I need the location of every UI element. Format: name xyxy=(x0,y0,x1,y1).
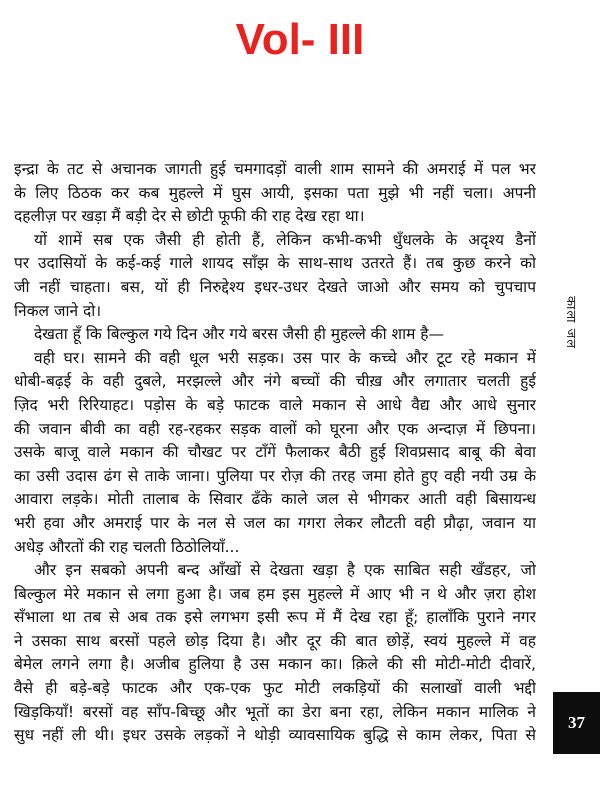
text-line: पर उदासियों के कई-कई गाले शायद साँझ के साथ-साथ उतरते हैं। तब कुछ करने को xyxy=(14,254,536,273)
text-line: अधेड़ औरतों की राह चलती ठिठोलियाँ... xyxy=(14,537,240,556)
text-line: धोबी-बढ़ई के वही दुबले, मरझल्ले और नंगे बच्चों की चीख़ और लगातार चलती हुई xyxy=(14,372,536,391)
text-line: ने उसका साथ बरसों पहले छोड़ दिया है। और दूर की बात छोड़ें, स्वयं मुहल्ले में वह xyxy=(14,631,536,650)
text-line: दहलीज़ पर खड़ा मैं बड़ी देर से छोटी फूफी की राह देख रहा था। xyxy=(14,207,365,226)
text-line: निकल जाने दो। xyxy=(14,301,102,320)
text-line: सुध नहीं ली थी। इधर उसके लड़कों ने थोड़ी व्यावसायिक बुद्धि से काम लेकर, पिता से xyxy=(14,726,536,745)
text-line: देखता हूँ कि बिल्कुल गये दिन और गये बरस जैसी ही मुहल्ले की शाम है— xyxy=(34,325,445,344)
text-line: और इन सबको अपनी बन्द आँखों से देखता खड़ा है एक साबित सही खँडहर, जो xyxy=(34,561,536,580)
body-text xyxy=(14,158,536,748)
text-line: जी नहीं चाहता। बस, यों ही निरुद्देश्य इधर-उधर देखते जाओ और समय को चुपचाप xyxy=(14,277,536,296)
text-line: के लिए ठिठक कर कब मुहल्ले में घुस आयी, इसका पता मुझे भी नहीं चला। अपनी xyxy=(14,183,536,202)
text-line: ज़िद भरी रिरियाहट। पड़ोस के बड़े फाटक वाले मकान से आधे वैद्य और आधे सुनार xyxy=(14,395,536,414)
running-title: काला जल xyxy=(563,296,578,350)
text-line: उसके बाजू वाले मकान की चौखट पर टाँगें फैलाकर बैठी हुई शिवप्रसाद बाबू की बेवा xyxy=(14,443,536,462)
page-number: 37 xyxy=(568,713,585,732)
text-line: वही घर। सामने की वही धूल भरी सड़क। उस पार के कच्चे और टूट रहे मकान में xyxy=(34,348,536,367)
page-number-tab xyxy=(553,692,600,754)
text-line: भरी हवा और अमराई पार के नल से जल का गगरा लेकर लौटती वही प्रौढ़ा, जवान या xyxy=(14,513,536,532)
text-line: की जवान बीवी का वही रह-रहकर सड़क वालों को घूरना और एक अन्दाज़ में छिपना। xyxy=(14,419,536,438)
text-line: खिड़कियाँ! बरसों वह साँप-बिच्छू और भूतों का डेरा बना रहा, लेकिन मकान मालिक ने xyxy=(14,702,536,721)
text-line: का उसी उदास ढंग से ताके जाना। पुलिया पर रोज़ की तरह जमा होते हुए वही नयी उम्र के xyxy=(14,466,536,485)
text-line: बेमेल लगने लगा है। अजीब हुलिया है उस मकान का। क़िले की सी मोटी-मोटी दीवारें, xyxy=(14,655,536,674)
text-line: सँभाला था तब से अब तक इसे लगभग इसी रूप में मैं देख रहा हूँ; हालाँकि पुराने नगर xyxy=(14,608,536,627)
volume-title: Vol- III xyxy=(235,15,365,64)
text-line: इन्द्रा के तट से अचानक जागती हुई चमगादड़ों वाली शाम सामने की अमराई में पल भर xyxy=(14,160,536,178)
text-line: यों शामें सब एक जैसी ही होती हैं, लेकिन कभी-कभी धुँधलके के अदृश्य डैनों xyxy=(34,230,536,249)
text-line: आवारा लड़के। मोती तालाब के सिवार ढँके काले जल से भीगकर आती वही बिसायन्ध xyxy=(14,490,536,509)
text-line: वैसे ही बड़े-बड़े फाटक और एक-एक फुट मोटी लकड़ियों की सलाखों वाली भद्दी xyxy=(14,679,536,698)
text-line: बिल्कुल मेरे मकान से लगा हुआ है। जब हम इस मुहल्ले में आए भी न थे और ज़रा होश xyxy=(14,584,536,603)
